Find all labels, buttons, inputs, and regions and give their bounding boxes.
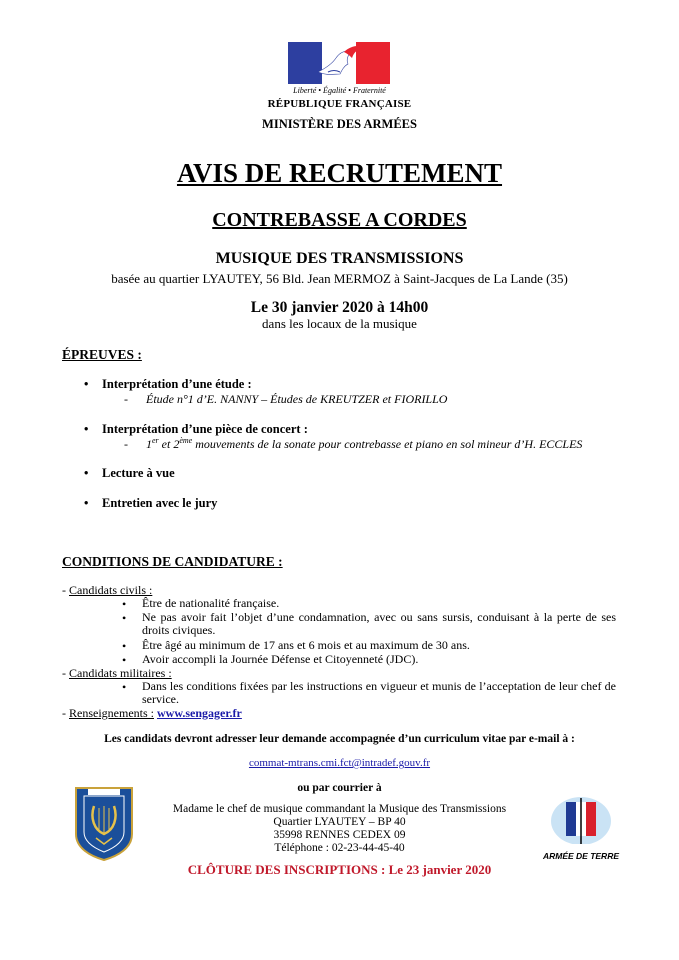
detail-sup: er	[152, 436, 159, 445]
contact-email-link[interactable]: commat-mtrans.cmi.fct@intradef.gouv.fr	[248, 757, 431, 769]
conditions-heading: CONDITIONS DE CANDIDATURE :	[62, 554, 283, 569]
epreuve-title: Interprétation d’une pièce de concert :	[102, 422, 308, 436]
detail-part: mouvements de la sonate pour contrebasse et piano en sol mineur d’H. ECCLES	[192, 437, 583, 451]
militaires-label-text: Candidats militaires :	[69, 666, 172, 680]
exam-location: dans les locaux de la musique	[262, 316, 417, 331]
motto: Liberté • Égalité • Fraternité	[293, 86, 386, 95]
address-line: Téléphone : 02-23-44-45-40	[274, 842, 405, 854]
par-courrier: ou par courrier à	[297, 782, 382, 794]
renseignements-label: Renseignements :	[69, 706, 154, 720]
epreuve-detail: - Étude n°1 d’E. NANNY – Études de KREUTZER et FIORILLO	[124, 392, 448, 406]
cloture-inscriptions: CLÔTURE DES INSCRIPTIONS : Le 23 janvier 2020	[187, 862, 492, 877]
condition-text: Être âgé au minimum de 17 ans et 6 mois et au maximum de 30 ans.	[142, 638, 470, 652]
page-title: AVIS DE RECRUTEMENT	[176, 158, 503, 188]
ministere: MINISTÈRE DES ARMÉES	[262, 117, 417, 131]
condition-text: Être de nationalité française.	[142, 596, 280, 610]
detail-part: 1	[146, 437, 152, 451]
epreuve-detail: - 1er et 2ème mouvements de la sonate pour contrebasse et piano en sol mineur d’H. ECCLES	[124, 436, 583, 451]
musique-address: basée au quartier LYAUTEY, 56 Bld. Jean MERMOZ à Saint-Jacques de La Lande (35)	[111, 271, 568, 286]
condition-text: Ne pas avoir fait l’objet d’une condamnation, avec ou sans sursis, conduisant à la perte de ses droits civiques.	[142, 610, 616, 637]
contact-intro: Les candidats devront adresser leur demande accompagnée d’un curriculum vitae par e-mail à :	[104, 733, 575, 745]
epreuve-title: Lecture à vue	[102, 466, 175, 480]
militaires-label: - Candidats militaires :	[62, 666, 172, 680]
epreuve-title: Entretien avec le jury	[102, 496, 218, 510]
armee-de-terre-text: ARMÉE DE TERRE	[542, 851, 620, 861]
epreuve-detail-text: Étude n°1 d’E. NANNY – Études de KREUTZER et FIORILLO	[146, 392, 448, 406]
renseignements: - Renseignements : www.sengager.fr	[62, 706, 242, 720]
civils-label-text: Candidats civils :	[69, 583, 153, 597]
page-subtitle: CONTREBASSE A CORDES	[212, 209, 467, 231]
republique-francaise: RÉPUBLIQUE FRANÇAISE	[267, 98, 412, 110]
musique-name: MUSIQUE DES TRANSMISSIONS	[215, 250, 464, 267]
epreuve-title: Interprétation d’une étude :	[102, 377, 252, 391]
detail-sup: ème	[179, 436, 193, 445]
civils-label: - Candidats civils :	[62, 583, 153, 597]
detail-part: et 2	[158, 437, 180, 451]
commandement-musiques-badge	[72, 784, 136, 862]
marianne-logo	[288, 42, 390, 84]
condition-text: Dans les conditions fixées par les instructions en vigueur et munis de l’acceptation de leur chef de service.	[142, 679, 616, 706]
sengager-link[interactable]: www.sengager.fr	[156, 706, 242, 720]
epreuves-heading: ÉPREUVES :	[62, 347, 142, 362]
armee-de-terre-logo	[536, 794, 626, 861]
address-line: Madame le chef de musique commandant la Musique des Transmissions	[172, 803, 507, 815]
address-line: Quartier LYAUTEY – BP 40	[273, 816, 406, 828]
armee-de-terre-emblem	[536, 794, 626, 844]
condition-text: Avoir accompli la Journée Défense et Citoyenneté (JDC).	[142, 652, 419, 666]
exam-date: Le 30 janvier 2020 à 14h00	[250, 299, 429, 316]
address-line: 35998 RENNES CEDEX 09	[273, 829, 406, 841]
